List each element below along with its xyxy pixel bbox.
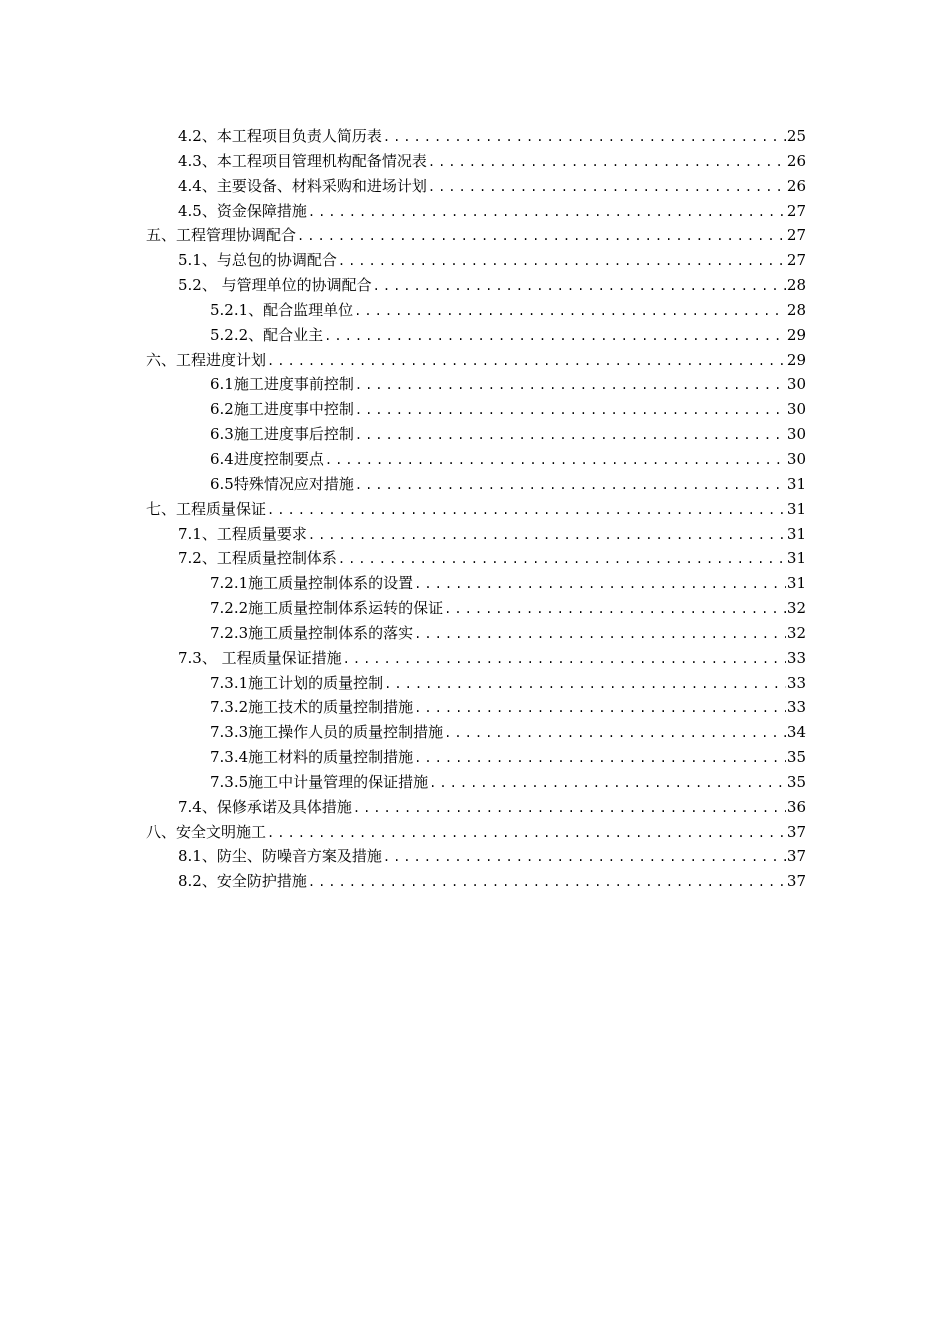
toc-entry[interactable] — [146, 348, 806, 373]
toc-entry-page-number: 35 — [786, 772, 806, 791]
table-of-contents — [146, 124, 806, 894]
toc-entry[interactable] — [146, 447, 806, 472]
toc-entry[interactable] — [146, 720, 806, 745]
toc-dot-leader — [338, 249, 786, 274]
toc-entry-page-number: 36 — [786, 797, 806, 816]
toc-entry[interactable] — [146, 596, 806, 621]
toc-entry[interactable] — [146, 199, 806, 224]
toc-entry-title: 七、工程质量保证 — [146, 499, 267, 518]
toc-entry-title: 7.3.4施工材料的质量控制措施 — [210, 748, 414, 767]
toc-entry-title: 8.1、防尘、防噪音方案及措施 — [178, 847, 382, 866]
toc-entry[interactable] — [146, 621, 806, 646]
toc-entry-title: 7.4、保修承诺及具体措施 — [178, 797, 352, 816]
toc-dot-leader — [414, 696, 786, 721]
toc-entry-page-number: 37 — [786, 822, 806, 841]
toc-dot-leader — [355, 398, 786, 423]
toc-entry-title: 八、安全文明施工 — [146, 822, 267, 841]
toc-entry-page-number: 27 — [786, 251, 806, 270]
toc-dot-leader — [354, 299, 786, 324]
toc-entry-title: 5.2.1、配合监理单位 — [210, 300, 354, 319]
toc-entry-title: 4.5、资金保障措施 — [178, 201, 307, 220]
toc-dot-leader — [414, 746, 786, 771]
toc-entry[interactable] — [146, 745, 806, 770]
toc-entry[interactable] — [146, 646, 806, 671]
toc-entry[interactable] — [146, 273, 806, 298]
toc-entry-title: 6.5特殊情况应对措施 — [210, 474, 354, 493]
toc-entry-title: 6.4进度控制要点 — [210, 449, 324, 468]
toc-entry-page-number: 35 — [786, 748, 806, 767]
toc-entry-title: 7.2.3施工质量控制体系的落实 — [210, 623, 414, 642]
toc-entry[interactable] — [146, 472, 806, 497]
toc-entry-title: 7.3、 工程质量保证措施 — [178, 648, 342, 667]
toc-dot-leader — [383, 125, 786, 150]
toc-entry-title: 五、工程管理协调配合 — [146, 226, 297, 245]
toc-entry-page-number: 37 — [786, 847, 806, 866]
toc-entry-page-number: 30 — [786, 375, 806, 394]
toc-dot-leader — [355, 373, 786, 398]
toc-entry-page-number: 33 — [786, 698, 806, 717]
toc-entry-page-number: 30 — [786, 425, 806, 444]
toc-dot-leader — [444, 597, 786, 622]
toc-dot-leader — [353, 796, 786, 821]
toc-entry[interactable] — [146, 497, 806, 522]
toc-entry[interactable] — [146, 323, 806, 348]
toc-entry-title: 4.2、本工程项目负责人简历表 — [178, 127, 382, 145]
toc-entry-page-number: 27 — [786, 226, 806, 245]
toc-entry-page-number: 26 — [786, 176, 806, 195]
toc-entry[interactable] — [146, 869, 806, 894]
toc-entry-title: 7.3.1施工计划的质量控制 — [210, 673, 384, 692]
toc-entry-title: 7.2.2施工质量控制体系运转的保证 — [210, 599, 444, 618]
toc-entry-title: 6.3施工进度事后控制 — [210, 425, 354, 444]
toc-entry-title: 7.3.3施工操作人员的质量控制措施 — [210, 723, 444, 742]
toc-entry-page-number: 28 — [786, 276, 806, 295]
toc-entry[interactable] — [146, 397, 806, 422]
toc-entry[interactable] — [146, 298, 806, 323]
toc-entry[interactable] — [146, 571, 806, 596]
toc-entry-page-number: 29 — [786, 350, 806, 369]
toc-dot-leader — [324, 324, 786, 349]
toc-entry-title: 7.2.1施工质量控制体系的设置 — [210, 574, 414, 593]
toc-entry[interactable] — [146, 149, 806, 174]
toc-entry-page-number: 33 — [786, 673, 806, 692]
toc-entry[interactable] — [146, 372, 806, 397]
toc-dot-leader — [355, 423, 786, 448]
toc-entry[interactable] — [146, 795, 806, 820]
toc-entry-page-number: 25 — [786, 127, 806, 145]
toc-dot-leader — [428, 150, 786, 175]
toc-dot-leader — [383, 845, 786, 870]
toc-entry-title: 六、工程进度计划 — [146, 350, 267, 369]
toc-entry[interactable] — [146, 522, 806, 547]
toc-dot-leader — [355, 473, 786, 498]
toc-entry[interactable] — [146, 820, 806, 845]
toc-entry-title: 4.4、主要设备、材料采购和进场计划 — [178, 176, 427, 195]
toc-dot-leader — [325, 448, 786, 473]
toc-dot-leader — [429, 771, 786, 796]
toc-entry[interactable] — [146, 770, 806, 795]
toc-entry-title: 6.1施工进度事前控制 — [210, 375, 354, 394]
toc-entry-title: 8.2、安全防护措施 — [178, 872, 307, 891]
toc-entry-title: 7.1、工程质量要求 — [178, 524, 307, 543]
toc-entry[interactable] — [146, 174, 806, 199]
toc-dot-leader — [308, 870, 786, 895]
toc-entry-page-number: 30 — [786, 449, 806, 468]
toc-entry-page-number: 29 — [786, 325, 806, 344]
toc-dot-leader — [384, 672, 786, 697]
toc-dot-leader — [343, 647, 786, 672]
toc-entry-page-number: 32 — [786, 599, 806, 618]
toc-entry-title: 4.3、本工程项目管理机构配备情况表 — [178, 151, 427, 170]
toc-dot-leader — [373, 274, 786, 299]
toc-dot-leader — [267, 349, 786, 374]
toc-entry[interactable] — [146, 695, 806, 720]
toc-entry-list — [146, 124, 806, 894]
toc-dot-leader — [308, 200, 786, 225]
toc-entry[interactable] — [146, 671, 806, 696]
toc-entry-title: 7.3.2施工技术的质量控制措施 — [210, 698, 414, 717]
toc-entry-page-number: 34 — [786, 723, 806, 742]
toc-entry-title: 5.2、 与管理单位的协调配合 — [178, 276, 372, 295]
toc-entry[interactable] — [146, 124, 806, 149]
toc-entry-title: 7.3.5施工中计量管理的保证措施 — [210, 772, 429, 791]
toc-dot-leader — [338, 547, 786, 572]
toc-entry-page-number: 30 — [786, 400, 806, 419]
toc-entry-page-number: 27 — [786, 201, 806, 220]
toc-entry-page-number: 31 — [786, 474, 806, 493]
toc-entry-title: 5.2.2、配合业主 — [210, 325, 324, 344]
toc-entry-page-number: 31 — [786, 549, 806, 568]
toc-entry-page-number: 32 — [786, 623, 806, 642]
toc-entry[interactable] — [146, 223, 806, 248]
toc-dot-leader — [267, 821, 786, 846]
toc-entry-page-number: 31 — [786, 524, 806, 543]
toc-dot-leader — [297, 224, 786, 249]
toc-entry-page-number: 26 — [786, 151, 806, 170]
toc-entry[interactable] — [146, 546, 806, 571]
toc-entry[interactable] — [146, 422, 806, 447]
toc-entry-page-number: 31 — [786, 499, 806, 518]
toc-dot-leader — [308, 523, 786, 548]
toc-entry-page-number: 31 — [786, 574, 806, 593]
toc-dot-leader — [414, 622, 786, 647]
toc-entry-title: 6.2施工进度事中控制 — [210, 400, 354, 419]
toc-entry-title: 5.1、与总包的协调配合 — [178, 251, 337, 270]
toc-entry[interactable] — [146, 844, 806, 869]
toc-dot-leader — [444, 721, 786, 746]
toc-entry-page-number: 33 — [786, 648, 806, 667]
toc-entry-page-number: 37 — [786, 872, 806, 891]
toc-entry-page-number: 28 — [786, 300, 806, 319]
toc-entry[interactable] — [146, 248, 806, 273]
toc-entry-title: 7.2、工程质量控制体系 — [178, 549, 337, 568]
toc-dot-leader — [414, 572, 786, 597]
toc-dot-leader — [267, 498, 786, 523]
toc-dot-leader — [428, 175, 786, 200]
